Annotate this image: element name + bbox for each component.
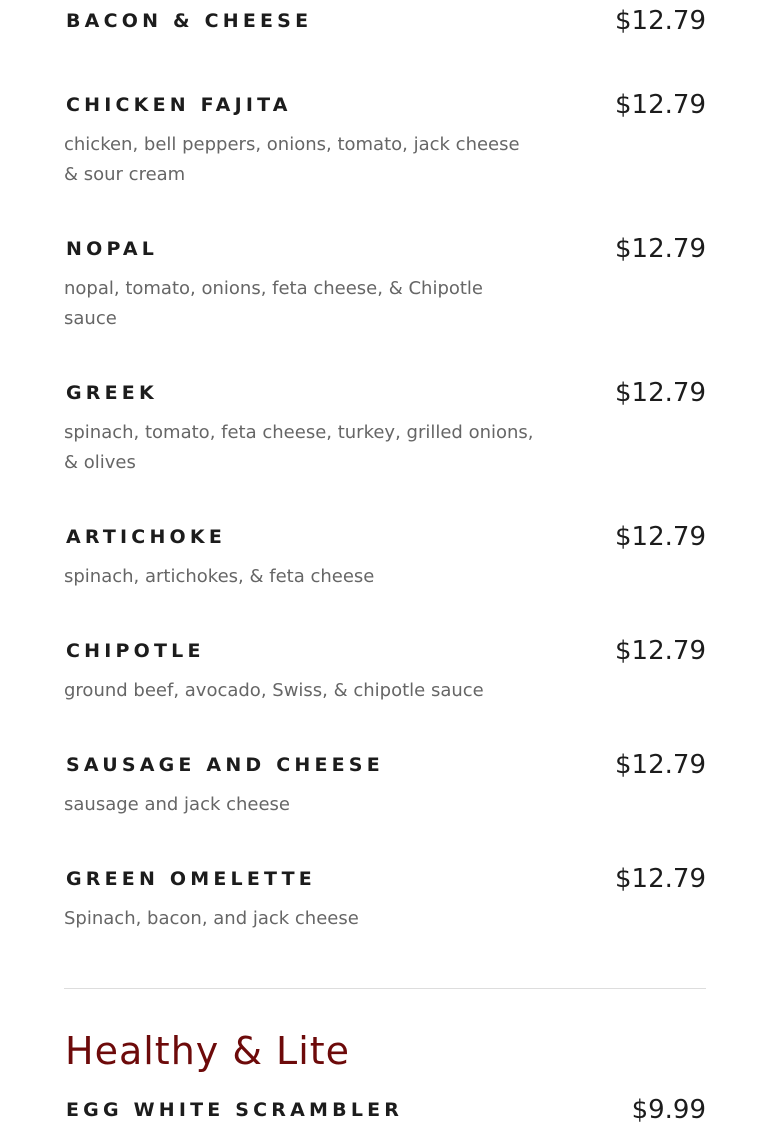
item-price: $12.79 — [615, 90, 706, 120]
item-price: $12.79 — [615, 234, 706, 264]
item-name: GREEK — [66, 382, 158, 404]
item-name: CHICKEN FAJITA — [66, 94, 292, 116]
item-price: $9.99 — [631, 1095, 706, 1125]
item-price: $12.79 — [615, 636, 706, 666]
item-description: Spinach, bacon, and jack cheese — [64, 908, 359, 929]
item-description: sausage and jack cheese — [64, 794, 291, 815]
item-description: spinach, tomato, feta cheese, turkey, grilled onions, & olives — [64, 422, 534, 473]
item-price: $12.79 — [615, 6, 706, 36]
item-name: ARTICHOKE — [66, 526, 227, 548]
item-price: $12.79 — [615, 864, 706, 894]
item-price: $12.79 — [615, 378, 706, 408]
section-title: Healthy & Lite — [65, 1029, 351, 1073]
item-name: BACON & CHEESE — [66, 10, 313, 32]
item-name: NOPAL — [66, 238, 159, 260]
item-name: EGG WHITE SCRAMBLER — [66, 1099, 404, 1121]
item-price: $12.79 — [615, 522, 706, 552]
section-divider — [64, 988, 706, 989]
item-price: $12.79 — [615, 750, 706, 780]
item-name: SAUSAGE AND CHEESE — [66, 754, 384, 776]
item-description: nopal, tomato, onions, feta cheese, & Chipotle sauce — [64, 278, 484, 329]
item-name: GREEN OMELETTE — [66, 868, 316, 890]
item-description: chicken, bell peppers, onions, tomato, jack cheese & sour cream — [64, 134, 520, 185]
item-name: CHIPOTLE — [66, 640, 205, 662]
item-description: ground beef, avocado, Swiss, & chipotle sauce — [64, 680, 484, 701]
item-description: spinach, artichokes, & feta cheese — [64, 566, 375, 587]
